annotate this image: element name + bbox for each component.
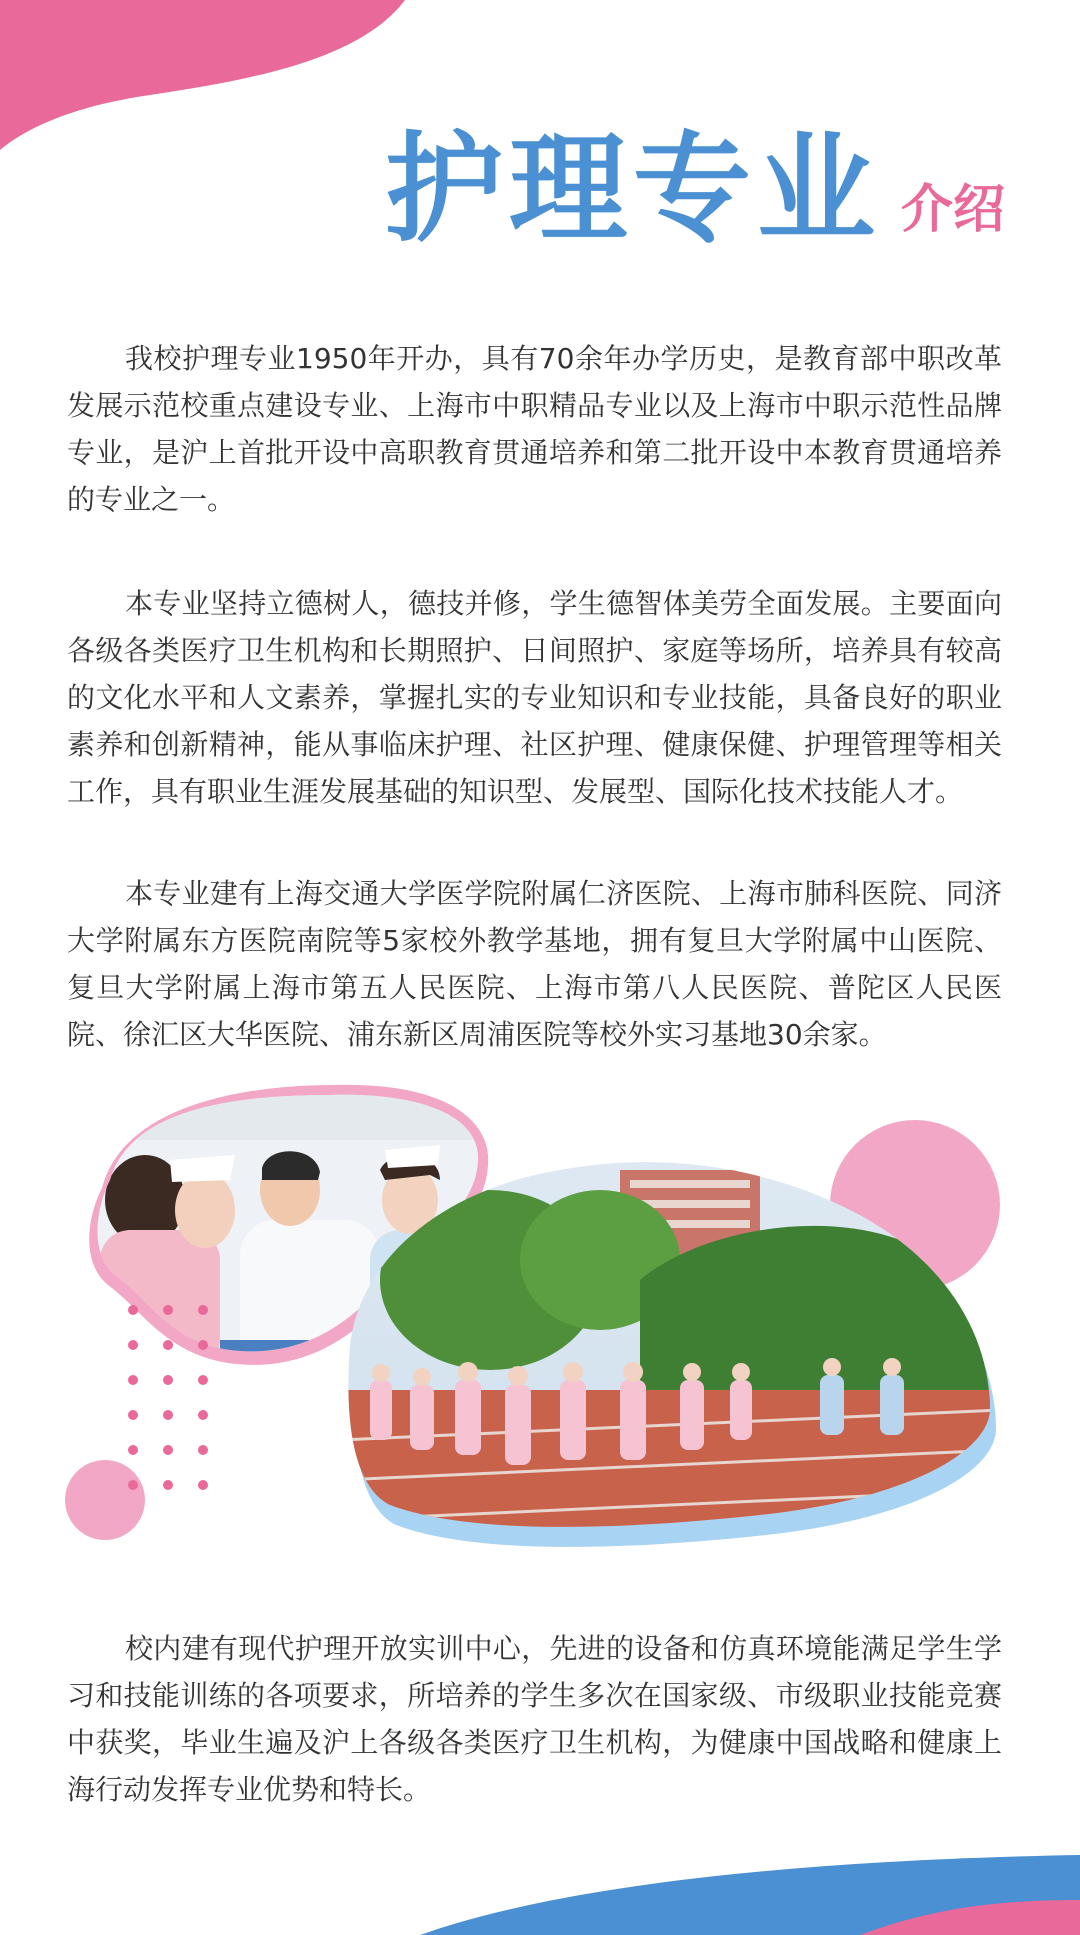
page-title [384,120,1005,258]
bottom-waves [0,1845,1080,1935]
paragraph-history: 我校护理专业1950年开办，具有70余年办学历史，是教育部中职改革发展示范校重点建设专业、上海市中职精品专业以及上海市中职示范性品牌专业，是沪上首批开设中高职教育贯通培养和第二批开设中本教育贯通培养的专业之一。 [67,342,1002,516]
paragraph-training-center: 校内建有现代护理开放实训中心，先进的设备和仿真环境能满足学生学习和技能训练的各项要求，所培养的学生多次在国家级、市级职业技能竞赛中获奖，毕业生遍及沪上各级各类医疗卫生机构，为健康中国战略和健康上海行动发挥专业优势和特长。 [67,1632,1002,1806]
pink-circle-small [65,1460,145,1540]
top-pink-wave [0,0,420,160]
title-sub: 介绍 [900,180,1005,240]
title-main: 护理专业 [384,120,881,258]
paragraph-bases: 本专业建有上海交通大学医学院附属仁济医院、上海市肺科医院、同济大学附属东方医院南院等5家校外教学基地，拥有复旦大学附属中山医院、复旦大学附属上海市第五人民医院、上海市第八人民医院、普陀区人民医院、徐汇区大华医院、浦东新区周浦医院等校外实习基地30余家。 [67,877,1002,1051]
photo-collage [0,1080,1080,1560]
paragraph-goals: 本专业坚持立德树人，德技并修，学生德智体美劳全面发展。主要面向各级各类医疗卫生机构和长期照护、日间照护、家庭等场所，培养具有较高的文化水平和人文素养，掌握扎实的专业知识和专业技能，具备良好的职业素养和创新精神，能从事临床护理、社区护理、健康保健、护理管理等相关工作，具有职业生涯发展基础的知识型、发展型、国际化技术技能人才。 [67,587,1002,808]
